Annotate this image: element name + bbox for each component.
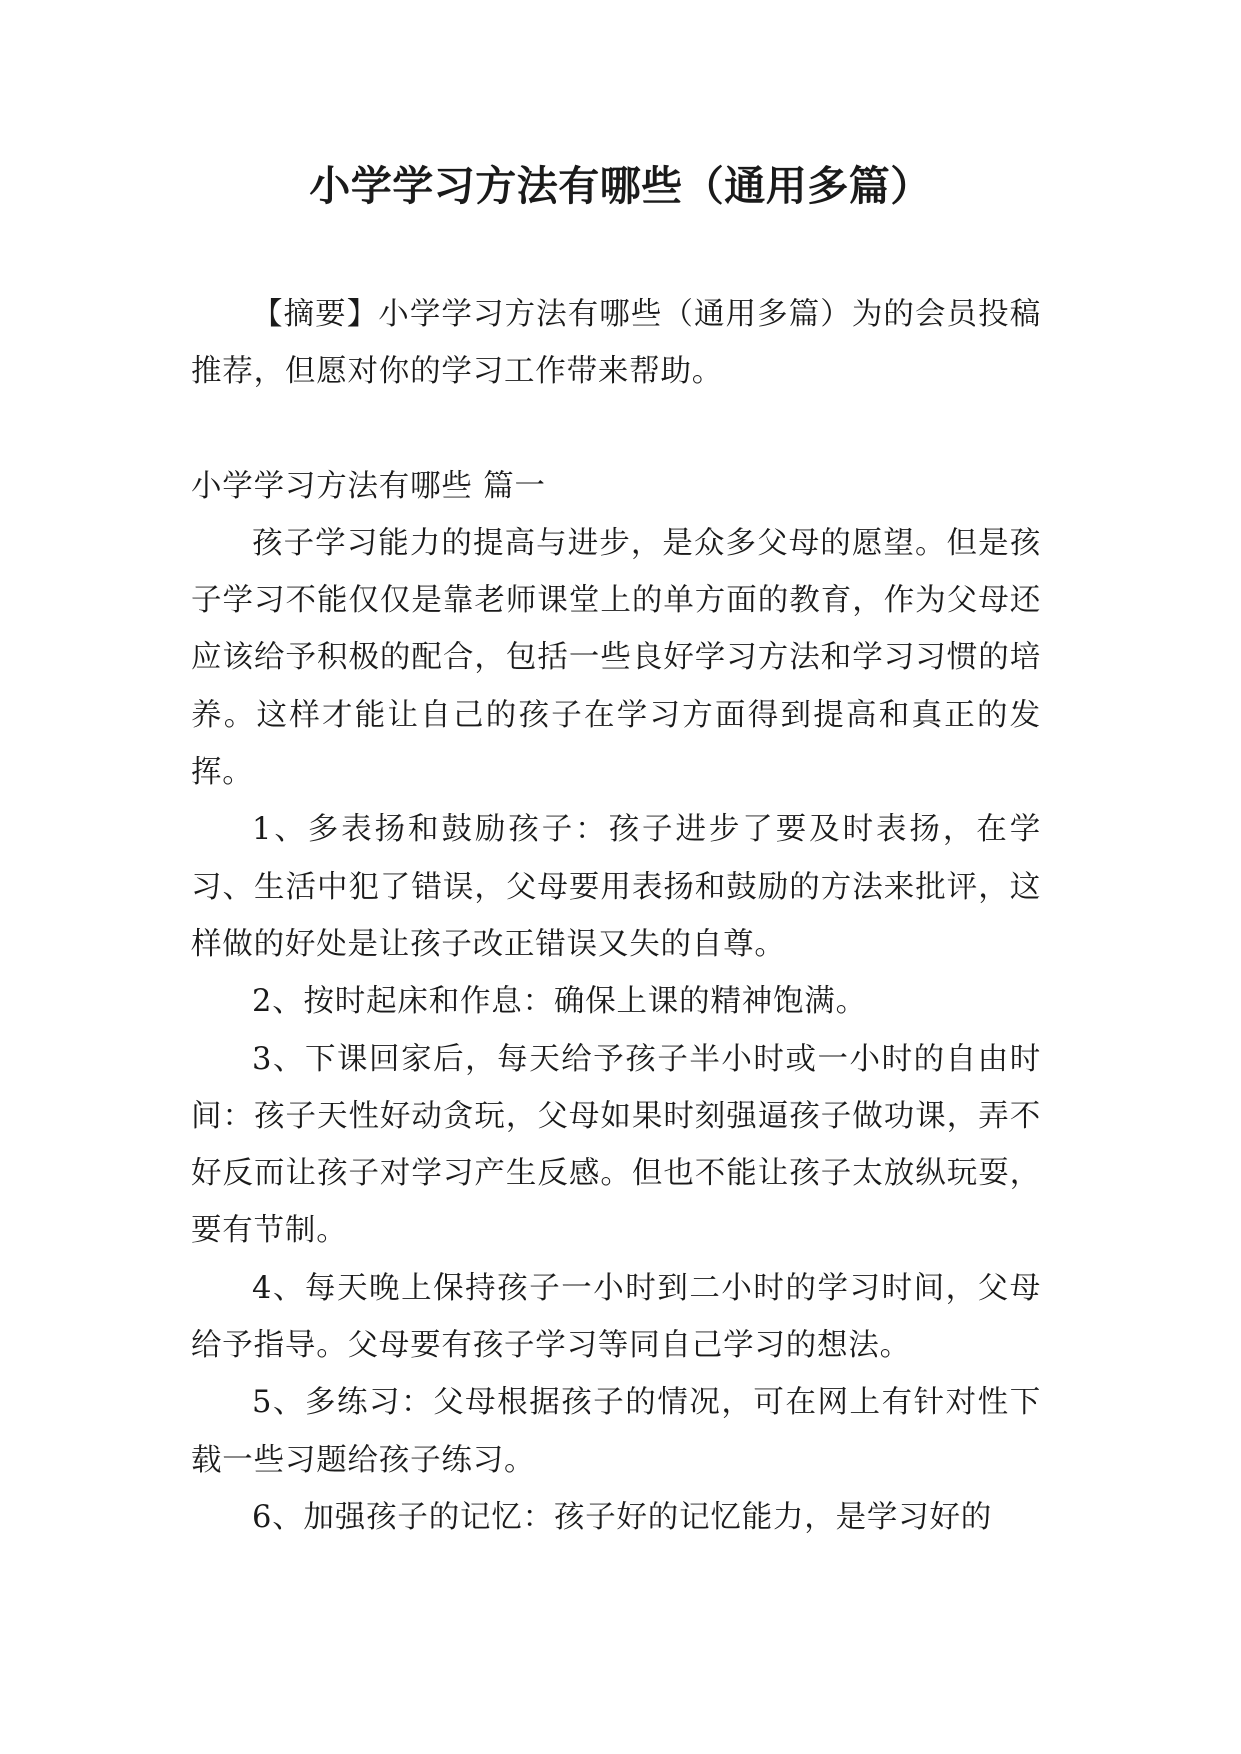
paragraph-item-4: 4、每天晚上保持孩子一小时到二小时的学习时间，父母给予指导。父母要有孩子学习等同自己学习的想法。 [191,1270,1041,1364]
paragraph-item-5: 5、多练习：父母根据孩子的情况，可在网上有针对性下载一些习题给孩子练习。 [191,1385,1041,1478]
abstract-paragraph: 【摘要】小学学习方法有哪些（通用多篇）为的会员投稿推荐，但愿对你的学习工作带来帮助。 [191,297,1041,390]
document-title: 小学学习方法有哪些（通用多篇） [309,162,932,210]
paragraph-item-3: 3、下课回家后，每天给予孩子半小时或一小时的自由时间：孩子天性好动贪玩，父母如果时刻强逼孩子做功课，弄不好反而让孩子对学习产生反感。但也不能让孩子太放纵玩耍，要有节制。 [191,1041,1041,1249]
section-heading: 小学学习方法有哪些 篇一 [191,468,546,504]
paragraph-intro: 孩子学习能力的提高与进步，是众多父母的愿望。但是孩子学习不能仅仅是靠老师课堂上的单方面的教育，作为父母还应该给予积极的配合，包括一些良好学习方法和学习习惯的培养。这样才能让自己的孩子在学习方面得到提高和真正的发挥。 [191,525,1041,791]
paragraph-item-1: 1、多表扬和鼓励孩子：孩子进步了要及时表扬，在学习、生活中犯了错误，父母要用表扬和鼓励的方法来批评，这样做的好处是让孩子改正错误又失的自尊。 [191,812,1041,962]
paragraph-item-6: 6、加强孩子的记忆：孩子好的记忆能力，是学习好的 [252,1499,993,1535]
paragraph-item-2: 2、按时起床和作息：确保上课的精神饱满。 [252,984,867,1020]
document-body [191,286,1041,1546]
